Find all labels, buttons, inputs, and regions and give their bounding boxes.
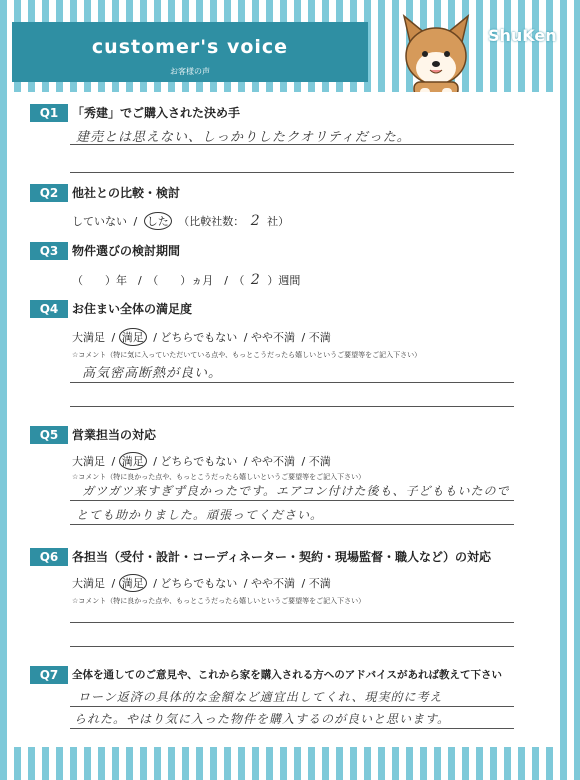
question-tag: Q1 [30,104,68,122]
question-title: 「秀建」でご購入された決め手 [72,106,241,120]
question-tag: Q7 [30,666,68,684]
satisfaction-options: 大満足 / 満足 / どちらでもない / やや不満 / 不満 [72,328,334,346]
handwritten-answer-line-1: ローン返済の具体的な金額など適宜出してくれ、現実的に考え [78,690,443,704]
question-tag: Q4 [30,300,68,318]
option-neutral: どちらでもない [160,577,238,590]
comment-note: ☆コメント（特に良かった点や、もっとこうだったら嬉しいというご要望等をご記入下さい） [72,473,366,481]
option-somewhat-dissatisfied: やや不満 [251,455,295,468]
option-no: していない [72,215,127,228]
shiba-dog-mascot-icon [396,12,476,98]
answer-line [70,406,514,407]
option-yes-circled: した [144,212,172,230]
answer-line [70,646,514,647]
question-tag: Q5 [30,426,68,444]
satisfaction-options: 大満足 / 満足 / どちらでもない / やや不満 / 不満 [72,452,334,470]
answer-line [70,172,514,173]
answer-line [70,622,514,623]
option-satisfied-circled: 満足 [119,574,147,592]
comment-note: ☆コメント（特に良かった点や、もっとこうだったら嬉しいというご要望等をご記入下さい） [72,597,366,605]
period-fields [72,272,303,288]
option-neutral: どちらでもない [160,455,238,468]
comment-note: ☆コメント（特に気に入っていただいている点や、もっとこうだったら嬉しいというご要望等をご記入下さい） [72,351,422,359]
option-somewhat-dissatisfied: やや不満 [251,577,295,590]
answer-line [70,728,514,729]
question-title: 物件選びの検討期間 [72,244,181,258]
count-suffix: 社） [267,215,290,228]
page-subtitle: お客様の声 [170,67,210,76]
satisfaction-options: 大満足 / 満足 / どちらでもない / やや不満 / 不満 [72,574,334,592]
question-title: 営業担当の対応 [72,428,157,442]
answer-line [70,382,514,383]
handwritten-answer-line-2: られた。やはり気に入った物件を購入するのが良いと思います。 [74,712,451,726]
option-very-satisfied: 大満足 [72,455,105,468]
question-tag: Q3 [30,242,68,260]
question-title: 全体を通してのご意見や、これから家を購入される方へのアドバイスがあれば教えて下さい [72,669,502,681]
weeks-suffix: ）週間 [267,274,301,287]
survey-sheet [12,92,554,747]
option-somewhat-dissatisfied: やや不満 [251,331,295,344]
option-neutral: どちらでもない [160,331,238,344]
option-dissatisfied: 不満 [308,331,331,344]
handwritten-answer: 高気密高断熱が良い。 [82,366,223,381]
question-title: 各担当（受付・設計・コーディネーター・契約・現場監督・職人など）の対応 [72,550,492,564]
brand-logo: ShuKen [488,26,557,45]
question-tag: Q6 [30,548,68,566]
option-dissatisfied: 不満 [308,455,331,468]
comparison-options [72,212,292,230]
option-satisfied-circled: 満足 [119,328,147,346]
answer-line [70,524,514,525]
answer-line [70,706,514,707]
option-separator: / [133,215,138,228]
handwritten-answer-line-1: ガツガツ来すぎず良かったです。エアコン付けた後も、子どももいたので [82,484,510,498]
question-tag: Q2 [30,184,68,202]
option-dissatisfied: 不満 [308,577,331,590]
question-title: お住まい全体の満足度 [72,302,193,316]
page-title: customer's voice [91,36,289,58]
company-count: 2 [250,213,261,229]
year-month-fields: （ ）年 / （ ）ヵ月 / （ [72,274,245,287]
option-very-satisfied: 大満足 [72,577,105,590]
option-satisfied-circled: 満足 [119,452,147,470]
handwritten-answer-line-2: とても助かりました。頑張ってください。 [76,508,324,522]
weeks-value: 2 [250,272,261,288]
count-prefix: （比較社数： [178,215,245,228]
question-title: 他社との比較・検討 [72,186,181,200]
header-banner [12,22,368,82]
handwritten-answer: 建売とは思えない、しっかりしたクオリティだった。 [76,130,411,145]
option-very-satisfied: 大満足 [72,331,105,344]
answer-line [70,500,514,501]
answer-line [70,144,514,145]
